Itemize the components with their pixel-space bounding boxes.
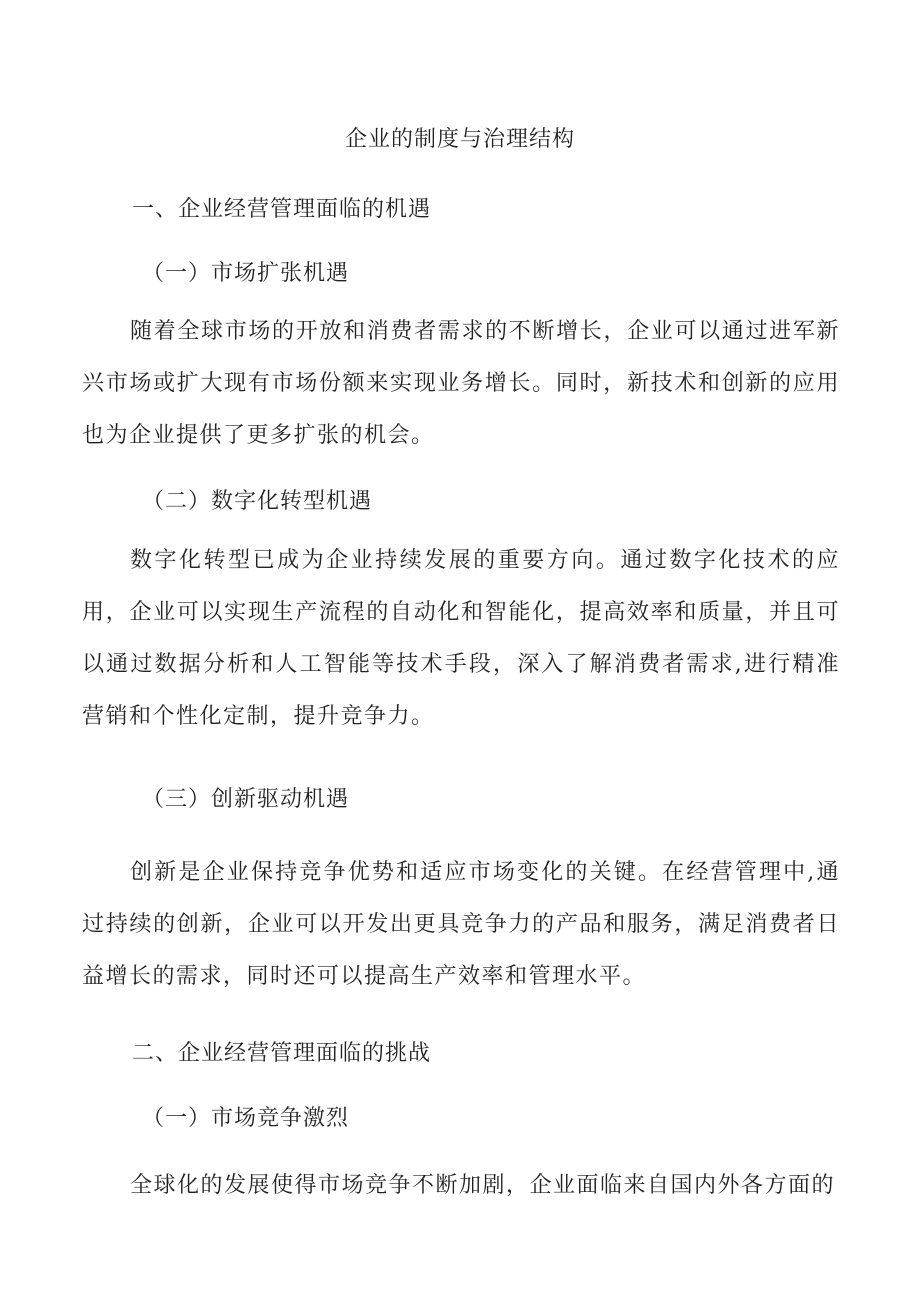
document-title: 企业的制度与治理结构 <box>344 127 575 152</box>
section-1-heading: 一、企业经营管理面临的机遇 <box>132 197 432 222</box>
section-1-sub-3-heading: （三）创新驱动机遇 <box>142 787 350 812</box>
section-2-heading: 二、企业经营管理面临的挑战 <box>132 1041 432 1066</box>
section-1-sub-2-paragraph: 数字化转型已成为企业持续发展的重要方向。通过数字化技术的应用，企业可以实现生产流程的自动化和智能化，提高效率和质量，并且可以通过数据分析和人工智能等技术手段，深入了解消费者需求,进行精准营销和个性化定制，提升竞争力。 <box>82 548 840 729</box>
section-2-sub-1-heading: （一）市场竞争激烈 <box>142 1106 350 1131</box>
section-1-sub-3-paragraph: 创新是企业保持竞争优势和适应市场变化的关键。在经营管理中,通过持续的创新，企业可以开发出更具竞争力的产品和服务，满足消费者日益增长的需求，同时还可以提高生产效率和管理水平。 <box>82 860 840 989</box>
section-2-sub-1-paragraph: 全球化的发展使得市场竞争不断加剧，企业面临来自国内外各方面的 <box>130 1173 836 1198</box>
section-1-sub-2-heading: （二）数字化转型机遇 <box>142 489 373 514</box>
section-1-sub-1-heading: （一）市场扩张机遇 <box>142 261 350 286</box>
section-1-sub-1-paragraph: 随着全球市场的开放和消费者需求的不断增长，企业可以通过进军新兴市场或扩大现有市场份额来实现业务增长。同时，新技术和创新的应用也为企业提供了更多扩张的机会。 <box>82 319 840 448</box>
